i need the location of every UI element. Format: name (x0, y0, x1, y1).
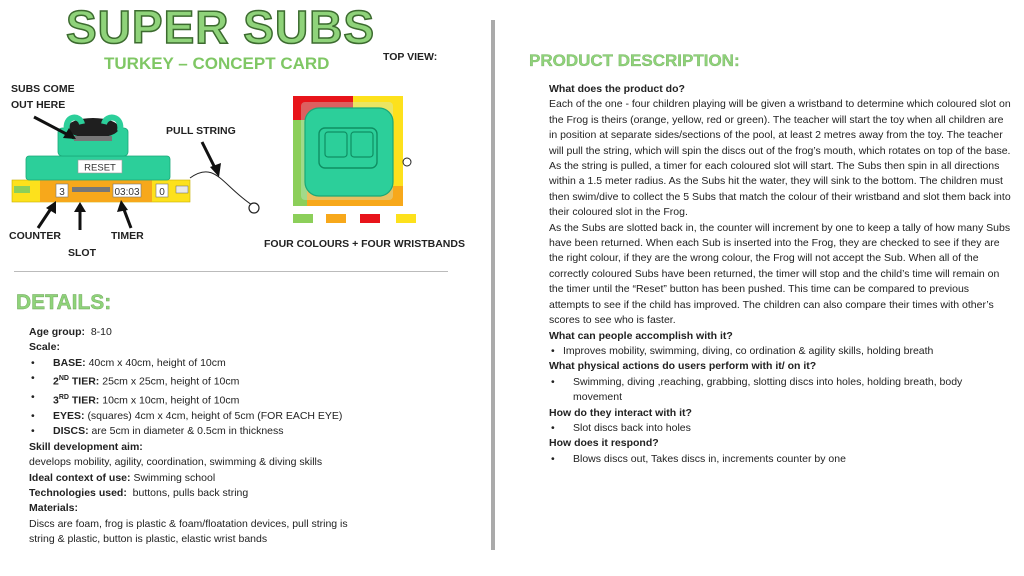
page-title: SUPER SUBS (66, 1, 376, 53)
materials-value: Discs are foam, frog is plastic & foam/floatation devices, pull string is string & plastic, button is plastic, elastic wrist bands (29, 517, 348, 546)
age-value: 8-10 (90, 326, 112, 338)
frog-eye-right (351, 132, 373, 157)
scale-item-third-tier: • 3RD TIER: 10cm x 10cm, height of 10cm (31, 391, 240, 407)
description-heading: PRODUCT DESCRIPTION: (529, 51, 740, 70)
top-view-label: TOP VIEW: (383, 51, 438, 63)
counter-label: COUNTER (9, 230, 61, 242)
pull-string-label: PULL STRING (166, 125, 236, 137)
description-section (549, 82, 1011, 467)
tech-value: buttons, pulls back string (132, 487, 249, 500)
pull-ring[interactable] (249, 203, 259, 213)
skill-label: Skill development aim: (29, 440, 143, 453)
context-label: Ideal context of use: (29, 471, 131, 484)
scale-item-base: • BASE: 40cm x 40cm, height of 10cm (31, 356, 226, 369)
pull-string (190, 172, 252, 205)
slot-arrow-head (74, 202, 86, 212)
answer-interact: • Slot discs back into holes (551, 421, 691, 434)
scale-item-discs: • DISCS: are 5cm in diameter & 0.5cm in thickness (31, 425, 284, 438)
scale-label: Scale: (29, 341, 60, 354)
answer-what-does: Each of the one - four children playing will be given a wristband to determine which coloured slot on the Frog is theirs (orange, yellow, red or green). The teacher will start the toy when all children are in position at separate sides/sections of the pool, at least 2 metres away from the toy. The teacher will pull the string, which will spin the discs out of the frog’s mouth, which rotates on top of the base. As the string is pulled, a timer for each coloured slot will start. The Subs then spin in all directions within a 1.5 meter radius. As the Subs hit the water, they will sink to the bottom. The children must then swim/dive to collect the 5 Subs that match the colour of their wristband and slot them back into their coloured slot in the Frog. (549, 98, 1011, 219)
slot-label: SLOT (68, 247, 96, 259)
subs-outlet (74, 136, 112, 141)
frog-mouth (67, 118, 119, 138)
frog-top-view-diagram (285, 90, 425, 230)
answer-accomplish: • Improves mobility, swimming, diving, co ordination & agility skills, holding breath (551, 344, 934, 357)
slot-right (176, 186, 188, 193)
details-section (29, 325, 484, 548)
question-interact: How do they interact with it? (549, 406, 692, 419)
wristband-yellow (396, 214, 416, 223)
scale-item-eyes: • EYES: (squares) 4cm x 4cm, height of 5cm (FOR EACH EYE) (31, 410, 343, 423)
counter-right-value: 0 (159, 187, 165, 198)
reset-label: RESET (84, 162, 116, 174)
answer-physical-actions: • Swimming, diving ,reaching, grabbing, slotting discs into holes, holding breath, body movement (551, 375, 963, 404)
question-what-does: What does the product do? (549, 83, 685, 95)
question-respond: How does it respond? (549, 437, 659, 450)
subs-label-line1: SUBS COME (11, 83, 75, 95)
materials-label: Materials: (29, 502, 79, 515)
slot (72, 187, 110, 192)
wristband-orange (326, 214, 346, 223)
vertical-divider (491, 20, 495, 550)
answer-respond: • Blows discs out, Takes discs in, increments counter by one (551, 452, 846, 465)
frog-eye-left (325, 132, 347, 157)
page-subtitle: TURKEY – CONCEPT CARD (104, 54, 330, 73)
frog-side-view-diagram (0, 0, 270, 230)
wristband-green (293, 214, 313, 223)
question-physical-actions: What physical actions do users perform with it/ on it? (549, 360, 817, 373)
details-heading: DETAILS: (16, 291, 112, 314)
timer-value: 03:03 (114, 187, 140, 198)
subs-label-line2: OUT HERE (11, 99, 66, 111)
counter-left-value: 3 (59, 187, 65, 198)
wristband-swatches (293, 214, 423, 224)
question-accomplish: What can people accomplish with it? (549, 329, 733, 342)
context-value: Swimming school (133, 471, 216, 484)
top-view-caption: FOUR COLOURS + FOUR WRISTBANDS (264, 238, 465, 250)
timer-label: TIMER (111, 230, 144, 242)
horizontal-divider (14, 271, 448, 272)
answer-what-does-continued: As the Subs are slotted back in, the counter will increment by one to keep a tally of how many Subs have been returned. When each Sub is inserted into the Frog, they are checked to see if they are the right colour, if they are the wrong colour, the Frog will not accept the Sub. When all of the correctly coloured Subs have been returned, the timer will stop and the child’s time will remain on the timer until the “Reset” button has been pushed. This time can be compared to previous attempts to see if the child has improved. The children can also compare their times with other’s scores to see who is faster. (549, 221, 1011, 327)
tech-label: Technologies used: (29, 487, 127, 500)
age-label: Age group: (29, 326, 85, 338)
skill-value: develops mobility, agility, coordination, swimming & diving skills (29, 456, 323, 469)
scale-item-second-tier: • 2ND TIER: 25cm x 25cm, height of 10cm (31, 372, 240, 388)
pull-ring-top[interactable] (403, 158, 411, 166)
slot-green (14, 186, 30, 193)
wristband-red (360, 214, 380, 223)
